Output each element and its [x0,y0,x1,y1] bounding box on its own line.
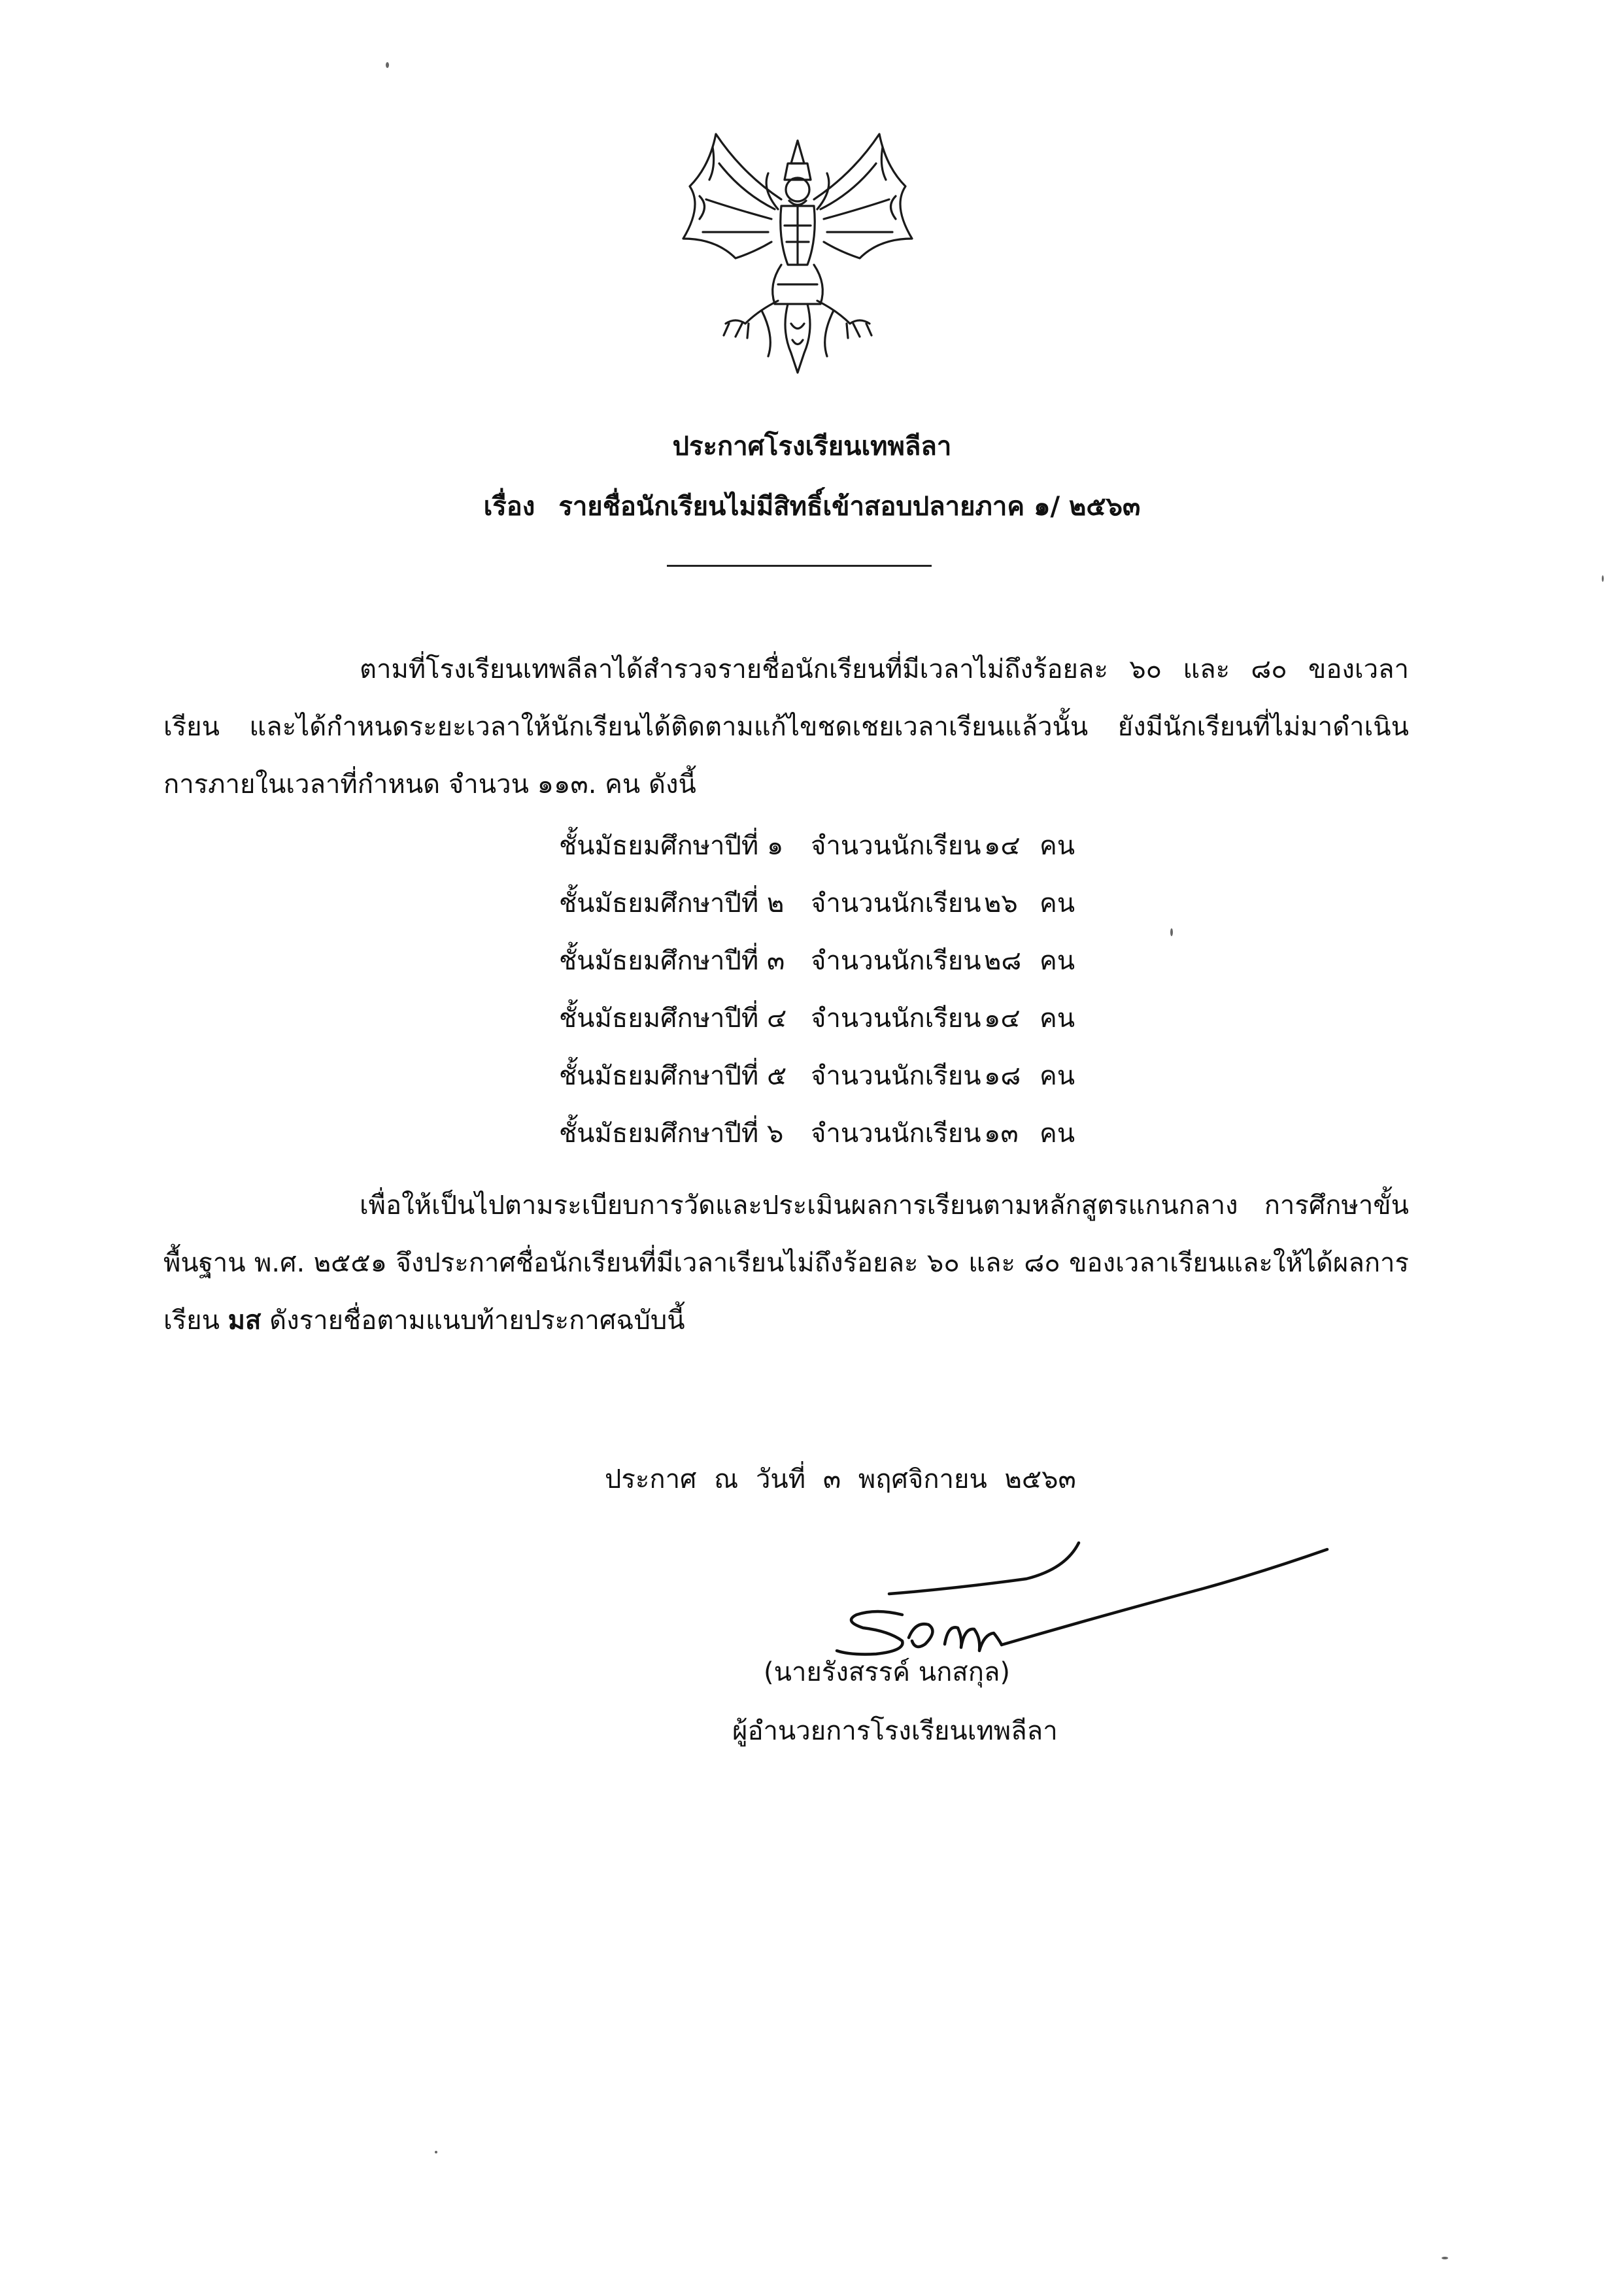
subject-line [0,485,1624,527]
grade-name: ชั้นมัธยมศึกษาปีที่ ๕ [559,1061,787,1091]
grade-count-label: จำนวนนักเรียน [811,888,981,919]
scan-speck [1602,575,1604,582]
grade-row [559,817,1075,875]
intro-paragraph-text: ตามที่โรงเรียนเทพลีลาได้สำรวจรายชื่อนักเรียนที่มีเวลาไม่ถึงร้อยละ ๖๐ และ ๘๐ ของเวลาเรียน และได้กำหนดระยะเวลาให้นักเรียนได้ติดตามแก้ไขชดเชยเวลาเรียนแล้วนั้น ยังมีนักเรียนที่ไม่มาดำเนินการภายในเวลาที่กำหนด จำนวน ๑๑๓. คน ดังนี้ [163,654,1409,800]
grade-count-label: จำนวนนักเรียน [811,831,981,861]
grade-count: ๒๘ [984,946,1022,976]
regulation-paragraph-tail: ดังรายชื่อตามแนบท้ายประกาศฉบับนี้ [261,1306,685,1336]
grade-count: ๑๔ [984,1004,1021,1034]
garuda-emblem-icon [664,127,932,376]
grade-row [559,875,1075,932]
grade-unit: คน [1040,1119,1075,1149]
grade-count-label: จำนวนนักเรียน [811,1061,981,1091]
grade-unit: คน [1040,946,1075,976]
signer-name: (นายรังสรรค์ นกสกุล) [764,1657,1011,1687]
announcement-title: ประกาศโรงเรียนเทพลีลา [672,431,952,462]
grade-name: ชั้นมัธยมศึกษาปีที่ ๒ [559,888,785,919]
grade-unit: คน [1040,831,1075,861]
grade-count: ๑๘ [984,1061,1021,1091]
grade-row [559,1047,1075,1105]
grade-row [559,932,1075,990]
regulation-paragraph-text: เพื่อให้เป็นไปตามระเบียบการวัดและประเมินผลการเรียนตามหลักสูตรแกนกลาง การศึกษาขั้นพื้นฐาน พ.ศ. ๒๕๕๑ จึงประกาศชื่อนักเรียนที่มีเวลาเรียนไม่ถึงร้อยละ ๖๐ และ ๘๐ ของเวลาเรียนและให้ได้ผลการเรียน [163,1190,1409,1336]
grade-unit: คน [1040,1004,1075,1034]
grade-unit: คน [1040,888,1075,919]
scan-speck [1442,2257,1448,2259]
grade-count-label: จำนวนนักเรียน [811,946,981,976]
grade-count-label: จำนวนนักเรียน [811,1119,981,1149]
grade-count: ๒๖ [984,888,1018,919]
grade-row [559,990,1075,1047]
scan-speck [386,62,389,68]
scan-speck [1170,928,1173,936]
announcement-date: ประกาศ ณ วันที่ ๓ พฤศจิกายน ๒๕๖๓ [605,1464,1076,1494]
grade-row [559,1105,1075,1162]
scan-speck [435,2151,437,2153]
grade-name: ชั้นมัธยมศึกษาปีที่ ๑ [559,831,784,861]
subject-label: เรื่อง [483,492,535,522]
grade-name: ชั้นมัธยมศึกษาปีที่ ๖ [559,1119,784,1149]
subject-text: รายชื่อนักเรียนไม่มีสิทธิ์เข้าสอบปลายภาค ๑/ ๒๕๖๓ [558,492,1141,522]
grade-name: ชั้นมัธยมศึกษาปีที่ ๔ [559,1004,787,1034]
intro-paragraph [163,641,1409,813]
grade-count: ๑๓ [984,1119,1019,1149]
grade-count-label: จำนวนนักเรียน [811,1004,981,1034]
grade-count: ๑๔ [984,831,1021,861]
regulation-paragraph [163,1177,1409,1349]
handwritten-signature [791,1517,1334,1661]
title-divider [667,565,932,567]
grade-name: ชั้นมัธยมศึกษาปีที่ ๓ [559,946,785,976]
grade-unit: คน [1040,1061,1075,1091]
grade-list [559,817,1075,1162]
signer-title: ผู้อำนวยการโรงเรียนเทพลีลา [732,1716,1058,1746]
grade-result-code: มส [228,1306,262,1336]
